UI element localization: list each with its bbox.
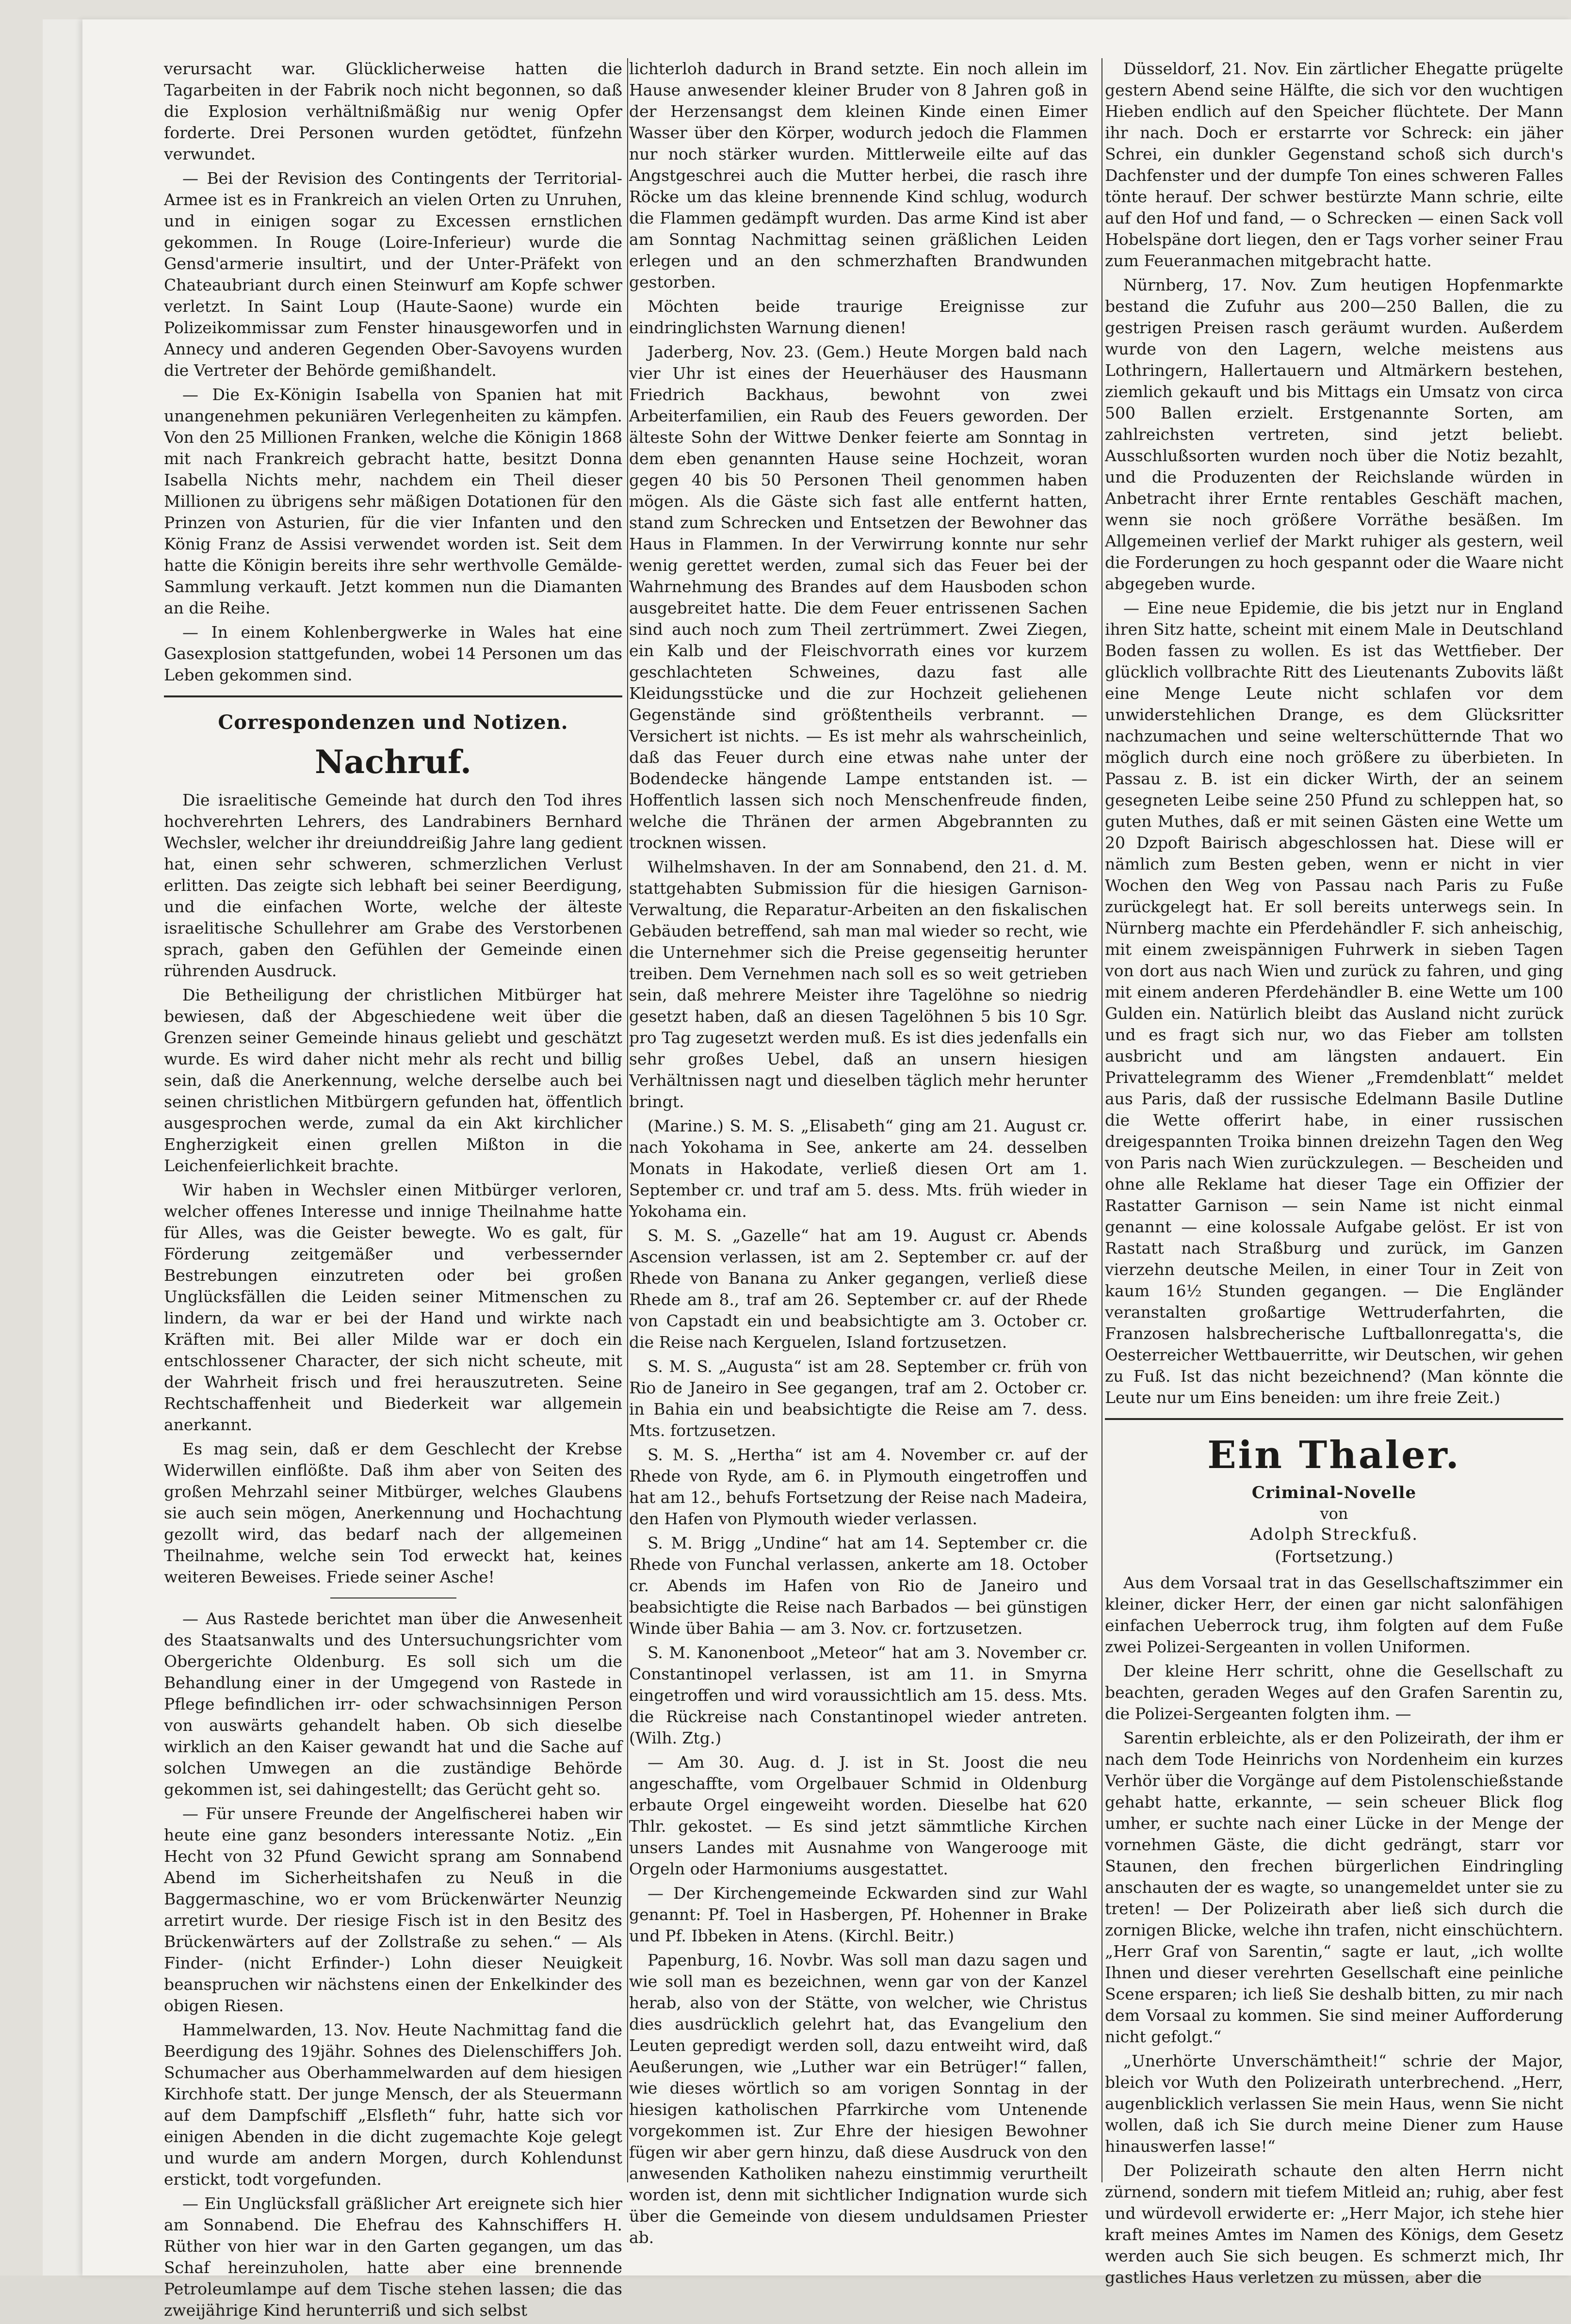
obituary-heading: Nachruf.: [314, 743, 472, 781]
novella-text: „Unerhörte Unverschämtheit!“ schrie der Major, bleich vor Wuth den Polizeirath unterbrechend. „Herr, augenblicklich verlassen Sie mein Haus, wenn Sie nicht wollen, daß ich Sie durch meine Diener zum Hause hinauswerfen lasse!“: [1105, 2051, 1563, 2156]
column-rule: [627, 58, 628, 2182]
article-text: Papenburg, 16. Novbr. Was soll man dazu sagen und wie soll man es bezeichnen, wenn gar von der Kanzel herab, also von der Stätte, von welcher, wie Christus dies ausdrücklich gelehrt hat, das Evangelium den Leuten gepredigt werden soll, dazu entweiht wird, daß Aeußerungen, wie „Luther war ein Betrüger!“ fallen, wie dieses wörtlich so am vorigen Sonntag in der hiesigen katholischen Pfarrkirche vom Untenende vorgekommen ist. Zur Ehre der hiesigen Bewohner fügen wir aber gern hinzu, daß diese Ausdruck von den anwesenden Katholiken nahezu einstimmig verurtheilt worden ist, denn mit sichtlicher Indignation wurde sich über die Gemeinde von diesem unduldsamen Priester ab.: [629, 1951, 1087, 2247]
novella-author: Adolph Streckfuß.: [1249, 1525, 1419, 1544]
column-rule: [1101, 58, 1102, 2182]
novella-subtitle: Criminal-Novelle: [1251, 1483, 1417, 1502]
article-text: Nürnberg, 17. Nov. Zum heutigen Hopfenmarkte bestand die Zufuhr aus 200—250 Ballen, die zu gestrigen Preisen rasch geräumt wurden. Außerdem wurde von den Lagern, welche meistens aus Lothringern, Hallertauern und Altmärkern bestehen, ziemlich gekauft und bis Mittags ein Umsatz von circa 500 Ballen erzielt. Erstgenannte Sorten, am zahlreichsten vertreten, sind jetzt beliebt. Ausschlußsorten wurden noch über die Notiz bezahlt, und die Produzenten der Reichslande würden in Anbetracht ihrer Ernte rentables Geschäft machen, wenn sie noch größere Vorräthe besäßen. Im Allgemeinen verlief der Markt ruhiger als gestern, weil die Forderungen zu hoch gespannt oder die Waare nicht abgegeben wurde.: [1105, 275, 1563, 593]
article-text: S. M. Kanonenboot „Meteor“ hat am 3. November cr. Constantinopel verlassen, ist am 11. in Smyrna eingetroffen und wird voraussichtlich am 15. dess. Mts. die Rückreise nach Constantinopel wieder antreten. (Wilh. Ztg.): [629, 1643, 1087, 1747]
section-divider: [164, 695, 622, 697]
novella-text: Der Polizeirath schaute den alten Herrn nicht zürnend, sondern mit tiefem Mitleid an; ruhig, aber fest und würdevoll erwiderte er: „Herr Major, ich stehe hier kraft meines Amtes im Namen des Königs, dem Gesetz werden auch Sie sich beugen. Es schmerzt mich, Ihr gastliches Haus verletzen zu müssen, aber die: [1105, 2161, 1563, 2287]
obituary-text: Es mag sein, daß er dem Geschlecht der Krebse Widerwillen einflößte. Daß ihm aber von Seiten des großen Mehrzahl seiner Mitbürger, welches Glaubens sie auch sein mögen, Anerkennung und Hochachtung gezollt wird, das bedarf nach der allgemeinen Theilnahme, welche sein Tod erweckt hat, keines weiteren Beweises. Friede seiner Asche!: [164, 1439, 622, 1586]
article-text: S. M. S. „Gazelle“ hat am 19. August cr. Abends Ascension verlassen, ist am 2. September cr. auf der Rhede von Banana zu Anker gegangen, verließ diese Rhede am 8., traf am 26. September cr. auf der Rhede von Capstadt ein und beabsichtigte am 3. October cr. die Reise nach Kerguelen, Island fortzusetzen.: [629, 1226, 1087, 1352]
novella-text: Aus dem Vorsaal trat in das Gesellschaftszimmer ein kleiner, dicker Herr, der einen gar nicht salonfähigen einfachen Ueberrock trug, ihm folgten auf dem Fuße zwei Polizei-Sergeanten in vollen Uniformen.: [1105, 1573, 1563, 1656]
article-text: Hammelwarden, 13. Nov. Heute Nachmittag fand die Beerdigung des 19jähr. Sohnes des Dielenschiffers Joh. Schumacher aus Oberhammelwarden auf dem hiesigen Kirchhofe statt. Der junge Mensch, der als Steuermann auf dem Dampfschiff „Elsfleth“ fuhr, hatte sich vor einigen Abenden in die dicht zugemachte Koje gelegt und wurde am andern Morgen, durch Kohlendunst erstickt, todt vorgefunden.: [164, 2020, 622, 2189]
article-text: — In einem Kohlenbergwerke in Wales hat eine Gasexplosion stattgefunden, wobei 14 Personen um das Leben gekommen sind.: [164, 623, 622, 684]
article-text: — Eine neue Epidemie, die bis jetzt nur in England ihren Sitz hatte, scheint mit einem Male in Deutschland Boden fassen zu wollen. Es ist das Wettfieber. Der glücklich vollbrachte Ritt des Lieutenants Zubovits läßt eine Menge Leute nicht schlafen vor dem unwiderstehlichen Drange, es dem Glücksritter nachzumachen und seine welterschütternde That wo möglich durch eine noch größere zu überbieten. In Passau z. B. ist ein dicker Wirth, der an seinem gesegneten Leibe seine 250 Pfund zu schleppen hat, so guten Muthes, daß er mit seinen Gästen eine Wette um 20 Dzpoft Bairisch abgeschlossen hat. Diese will er nämlich zum Besten geben, wenn er nicht in vier Wochen den Weg von Passau nach Paris zu Fuße zurückgelegt hat. Er soll bereits unterwegs sein. In Nürnberg machte ein Pferdehändler F. sich anheischig, mit einem zweispännigen Fuhrwerk in sieben Tagen von dort aus nach Wien und zurück zu fahren, und ging mit einem anderen Pferdehändler B. eine Wette um 100 Gulden ein. Natürlich bleibt das Ausland nicht zurück und es fragt sich nur, wo das Fieber am tollsten ausbricht und am längsten andauert. Ein Privattelegramm des Wiener „Fremdenblatt“ meldet aus Paris, daß der russische Edelmann Basile Dutline die Wette offerirt habe, in einer russischen dreigespannten Troika binnen dreizehn Tagen den Weg von Paris nach Wien zurückzulegen. — Bescheiden und ohne alle Reklame hat dieser Tage ein Offizier der Rastatter Garnison — sein Name ist nicht einmal genannt — eine kolossale Aufgabe gelöst. Er ist von Rastatt nach Straßburg und zurück, im Ganzen vierzehn deutsche Meilen, in einer Tour in Zeit von kaum 16½ Stunden gegangen. — Die Engländer veranstalten großartige Wettruderfahrten, die Franzosen halsbrecherische Luftballonregatta's, die Oesterreicher Wettbauerritte, wir Deutschen, wir gehen zu Fuß. Ist das nicht bezeichnend? (Man könnte die Leute nur um Eins beneiden: um ihre freie Zeit.): [1105, 598, 1563, 1407]
article-text: S. M. S. „Hertha“ ist am 4. November cr. auf der Rhede von Ryde, am 6. in Plymouth eingetroffen und hat am 12., behufs Fortsetzung der Reise nach Madeira, den Hafen von Plymouth wieder verlassen.: [629, 1445, 1087, 1528]
obituary-text: Die israelitische Gemeinde hat durch den Tod ihres hochverehrten Lehrers, des Landrabiners Bernhard Wechsler, welcher ihr dreiunddreißig Jahre lang gedient hat, einen sehr schweren, schmerzlichen Verlust erlitten. Das zeigte sich lebhaft bei seiner Beerdigung, und die einfachen Worte, welche der älteste israelitische Schullehrer am Grabe des Verstorbenen sprach, gaben den Gefühlen der Gemeinde einen rührenden Ausdruck.: [164, 791, 622, 980]
section-divider: [1105, 1418, 1563, 1420]
article-text: — Aus Rastede berichtet man über die Anwesenheit des Staatsanwalts und des Untersuchungsrichter vom Obergerichte Oldenburg. Es soll sich um die Behandlung einer in der Umgegend von Rastede in Pflege befindlichen irr- oder schwachsinnigen Person von auswärts gehandelt haben. Ob sich dieselbe wirklich an den Kaiser gewandt hat und die Sache auf solchen Umwegen an die zuständige Behörde gekommen ist, sei dahingestellt; das Gerücht geht so.: [164, 1609, 622, 1799]
page-edge: [43, 19, 86, 2276]
article-text: S. M. Brigg „Undine“ hat am 14. September cr. die Rhede von Funchal verlassen, ankerte am 18. October cr. Abends im Hafen von Rio de Janeiro und beabsichtigte die Reise nach Barbados — bei günstigen Winde über Bahia — am 3. Nov. cr. fortzusetzen.: [629, 1533, 1087, 1638]
column-left: [164, 58, 622, 2324]
article-text: (Marine.) S. M. S. „Elisabeth“ ging am 21. August cr. nach Yokohama in See, ankerte am 24. desselben Monats in Hakodate, verließ diesen Ort am 1. September cr. und traf am 5. dess. Mts. früh wieder in Yokohama ein.: [629, 1116, 1087, 1221]
column-right: [1105, 58, 1563, 2291]
article-text: — Am 30. Aug. d. J. ist in St. Joost die neu angeschaffte, vom Orgelbauer Schmid in Oldenburg erbaute Orgel eingeweiht worden. Dieselbe hat 620 Thlr. gekostet. — Es sind jetzt sämmtliche Kirchen unsers Landes mit Ausnahme von Wangerooge mit Orgeln oder Harmoniums ausgestattet.: [629, 1753, 1087, 1878]
article-text: lichterloh dadurch in Brand setzte. Ein noch allein im Hause anwesender kleiner Bruder von 8 Jahren goß in der Herzensangst dem kleinen Kinde einen Eimer Wasser über den Körper, wodurch jedoch die Flammen nur noch stärker wurden. Mittlerweile eilte auf das Angstgeschrei auch die Mutter herbei, die rasch ihre Röcke um das kleine brennende Kind schlug, wodurch die Flammen gedämpft wurden. Das arme Kind ist aber am Sonntag Nachmittag seinen gräßlichen Leiden erlegen und an den schmerzhaften Brandwunden gestorben.: [629, 59, 1087, 291]
novella-title: Ein Thaler.: [1207, 1433, 1461, 1477]
novella-byline-von: von: [1320, 1504, 1348, 1523]
section-heading: Correspondenzen und Notizen.: [218, 711, 568, 734]
article-text: Düsseldorf, 21. Nov. Ein zärtlicher Ehegatte prügelte gestern Abend seine Hälfte, die sich vor den wuchtigen Hieben endlich auf den Speicher flüchtete. Der Mann ihr nach. Doch er erstarrte vor Schreck: ein jäher Schrei, ein dunkler Gegenstand schoß sich durch's Dachfenster und der dumpfe Ton eines schweren Falles tönte herauf. Der schwer bestürzte Mann schrie, eilte auf den Hof und fand, — o Schrecken — einen Sack voll Hobelspäne dort liegen, den er Tags vorher seiner Frau zum Feueranmachen mitgebracht hatte.: [1105, 59, 1563, 270]
obituary-text: Wir haben in Wechsler einen Mitbürger verloren, welcher offenes Interesse und innige Theilnahme hatte für Alles, was die Geister bewegte. Wo es galt, für Förderung zeitgemäßer und verbessernder Bestrebungen einzutreten oder bei großen Unglücksfällen die Leiden seiner Mitmenschen zu lindern, da war er bei der Hand und wirkte nach Kräften mit. Bei aller Milde war er doch ein entschlossener Character, der sich nicht scheute, mit der Wahrheit frisch und frei herauszutreten. Seine Rechtschaffenheit und Biederkeit war allgemein anerkannt.: [164, 1180, 622, 1434]
article-text: Wilhelmshaven. In der am Sonnabend, den 21. d. M. stattgehabten Submission für die hiesigen Garnison-Verwaltung, die Reparatur-Arbeiten an den fiskalischen Gebäuden betreffend, sah man mal wieder so recht, wie die Unternehmer sich die Preise gegenseitig herunter treiben. Dem Vernehmen nach soll es so weit getrieben sein, daß mehrere Meister ihre Tagelöhne so niedrig gesetzt haben, daß an diesen Tagelöhnen 5 bis 10 Sgr. pro Tag zugesetzt werden muß. Es ist dies jedenfalls ein sehr großes Uebel, daß an unsern hiesigen Verhältnissen nagt und dieselben täglich mehr herunter bringt.: [629, 857, 1087, 1111]
obituary-text: Die Betheiligung der christlichen Mitbürger hat bewiesen, daß der Abgeschiedene weit über die Grenzen seiner Gemeinde hinaus geliebt und geschätzt wurde. Es wird daher nicht mehr als recht und billig sein, daß die Anerkennung, welche derselbe auch bei seinen christlichen Mitbürgern gefunden hat, öffentlich ausgesprochen werde, zumal da ein Akt kirchlicher Engherzigkeit einen grellen Mißton in die Leichenfeierlichkeit brachte.: [164, 985, 622, 1175]
article-text: — Ein Unglücksfall gräßlicher Art ereignete sich hier am Sonnabend. Die Ehefrau des Kahnschiffers H. Rüther von hier war in den Garten gegangen, um das Schaf hereinzuholen, hatte aber eine brennende Petroleumlampe auf dem Tische stehen lassen; die das zweijährige Kind herunterriß und sich selbst: [164, 2194, 622, 2320]
article-text: Jaderberg, Nov. 23. (Gem.) Heute Morgen bald nach vier Uhr ist eines der Heuerhäuser des Hausmann Friedrich Backhaus, bewohnt von zwei Arbeiterfamilien, ein Raub des Feuers geworden. Der älteste Sohn der Wittwe Denker feierte am Sonntag in dem eben genannten Hause seine Hochzeit, woran gegen 40 bis 50 Personen Theil genommen haben mögen. Als die Gäste sich fast alle entfernt hatten, stand zum Schrecken und Entsetzen der Bewohner das Haus in Flammen. In der Verwirrung konnte nur sehr wenig gerettet werden, zumal sich das Feuer bei der Wahrnehmung des Brandes auf dem Hausboden schon ausgebreitet hatte. Die dem Feuer entrissenen Sachen sind auch noch zum Theil zertrümmert. Zwei Ziegen, ein Kalb und der Fleischvorrath eines vor kurzem geschlachteten Schweines, dazu fast alle Kleidungsstücke und die zur Hochzeit geliehenen Gegenstände sind größtentheils verbrannt. — Versichert ist nichts. — Es ist mehr als wahrscheinlich, daß das Feuer durch eine etwas nahe unter der Bodendecke hängende Lampe entstanden ist. — Hoffentlich lassen sich noch Menschenfreude finden, welche die Thränen der armen Abgebrannten zu trocknen wissen.: [629, 342, 1087, 852]
article-text: verursacht war. Glücklicherweise hatten die Tagarbeiten in der Fabrik noch nicht begonnen, so daß die Explosion verhältnißmäßig nur wenig Opfer forderte. Drei Personen wurden getödtet, fünfzehn verwundet.: [164, 59, 622, 163]
novella-continuation: (Fortsetzung.): [1275, 1547, 1393, 1566]
novella-text: Der kleine Herr schritt, ohne die Gesellschaft zu beachten, geraden Weges auf den Grafen Sarentin zu, die Polizei-Sergeanten folgten ihm. —: [1105, 1662, 1563, 1723]
article-text: — Für unsere Freunde der Angelfischerei haben wir heute eine ganz besonders interessante Notiz. „Ein Hecht von 32 Pfund Gewicht sprang am Sonnabend Abend im Sicherheitshafen zu Neuß in die Baggermaschine, wo er vom Brückenwärter Neunzig arretirt wurde. Der riesige Fisch ist in den Besitz des Brückenwärters auf der Zollstraße zu sehen.“ — Als Finder- (nicht Erfinder-) Lohn dieser Neuigkeit beanspruchen wir nächstens einen der Enkelkinder des obigen Riesen.: [164, 1804, 622, 2015]
article-text: — Der Kirchengemeinde Eckwarden sind zur Wahl genannt: Pf. Toel in Hasbergen, Pf. Hohenner in Brake und Pf. Ibbeken in Atens. (Kirchl. Beitr.): [629, 1884, 1087, 1945]
article-text: — Die Ex-Königin Isabella von Spanien hat mit unangenehmen pekuniären Verlegenheiten zu kämpfen. Von den 25 Millionen Franken, welche die Königin 1868 mit nach Frankreich gebracht hatte, besitzt Donna Isabella Nichts mehr, nachdem ein Theil dieser Millionen zu übrigens sehr mäßigen Dotationen für den Prinzen von Asturien, für die vier Infanten und den König Franz de Assisi verwendet worden ist. Seit dem hatte die Königin bereits ihre sehr werthvolle Gemälde-Sammlung verkauft. Jetzt kommen nun die Diamanten an die Reihe.: [164, 385, 622, 617]
article-text: Möchten beide traurige Ereignisse zur eindringlichsten Warnung dienen!: [629, 297, 1087, 337]
column-middle: [629, 58, 1087, 2251]
article-text: S. M. S. „Augusta“ ist am 28. September cr. früh von Rio de Janeiro in See gegangen, traf am 2. October cr. in Bahia ein und beabsichtigte die Reise am 7. dess. Mts. fortzusetzen.: [629, 1357, 1087, 1440]
article-text: — Bei der Revision des Contingents der Territorial-Armee ist es in Frankreich an vielen Orten zu Unruhen, und in einigen sogar zu Excessen ernstlichen gekommen. In Rouge (Loire-Inferieur) wurde die Gensd'armerie insultirt, und der Unter-Präfekt von Chateaubriant durch einen Steinwurf am Kopfe schwer verletzt. In Saint Loup (Haute-Saone) wurde ein Polizeikommissar zum Fenster hinausgeworfen und in Annecy und anderen Gegenden Ober-Savoyens wurden die Vertreter der Behörde gemißhandelt.: [164, 169, 622, 380]
novella-text: Sarentin erbleichte, als er den Polizeirath, der ihm er nach dem Tode Heinrichs von Nordenheim ein kurzes Verhör über die Vorgänge auf dem Pistolenschießstande gehabt hatte, erkannte, — sein scheuer Blick flog umher, er suchte nach einer Lücke in der Menge der vornehmen Gäste, die dicht gedrängt, starr vor Staunen, den frechen bürgerlichen Eindringling anschauten der es wagte, so unangemeldet unter sie zu treten! — Der Polizeirath aber ließ sich durch die zornigen Blicke, welche ihn trafen, nicht einschüchtern. „Herr Graf von Sarentin,“ sagte er laut, „ich wollte Ihnen und dieser verehrten Gesellschaft eine peinliche Scene ersparen; ich ließ Sie deshalb bitten, zu mir nach dem Vorsaal zu kommen. Sie sind meiner Aufforderung nicht gefolgt.“: [1105, 1728, 1563, 2046]
